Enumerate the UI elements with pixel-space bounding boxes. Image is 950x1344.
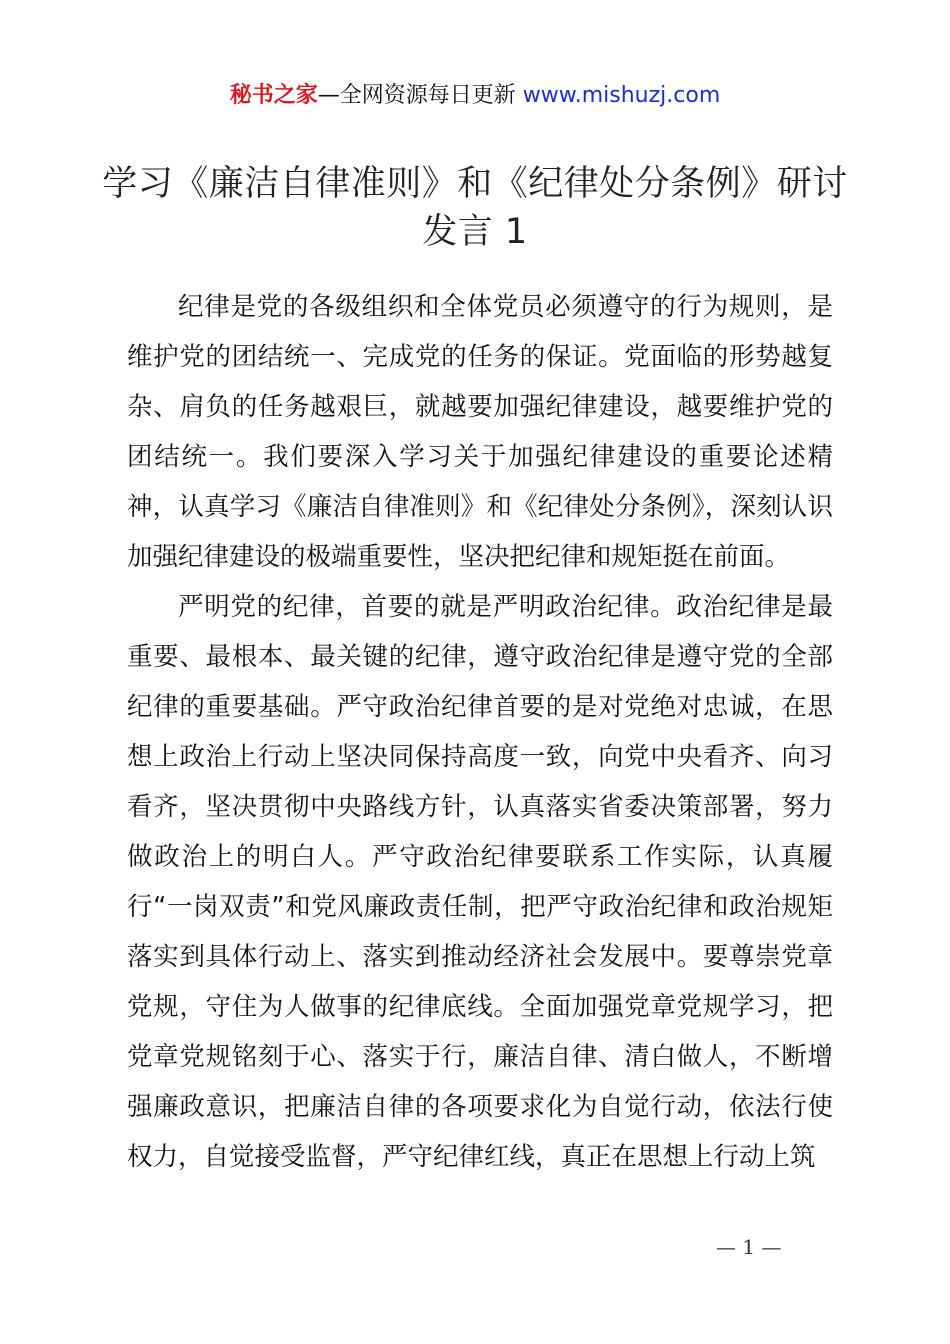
site-header <box>0 80 950 112</box>
site-brand: 秘书之家 <box>229 83 318 108</box>
paragraph: 纪律是党的各级组织和全体党员必须遵守的行为规则，是维护党的团结统一、完成党的任务的保证。党面临的形势越复杂、肩负的任务越艰巨，就越要加强纪律建设，越要维护党的团结统一。我们要深入学习关于加强纪律建设的重要论述精神，认真学习《廉洁自律准则》和《纪律处分条例》，深刻认识加强纪律建设的极端重要性，坚决把纪律和规矩挺在前面。 <box>127 292 833 572</box>
paragraph: 严明党的纪律，首要的就是严明政治纪律。政治纪律是最重要、最根本、最关键的纪律，遵守政治纪律是遵守党的全部纪律的重要基础。严守政治纪律首要的是对党绝对忠诚，在思想上政治上行动上坚决同保持高度一致，向党中央看齐、向习看齐，坚决贯彻中央路线方针，认真落实省委决策部署，努力做政治上的明白人。严守政治纪律要联系工作实际，认真履行“一岗双责”和党风廉政责任制，把严守政治纪律和政治规矩落实到具体行动上、落实到推动经济社会发展中。要尊崇党章党规，守住为人做事的纪律底线。全面加强党章党规学习，把党章党规铭刻于心、落实于行，廉洁自律、清白做人，不断增强廉政意识，把廉洁自律的各项要求化为自觉行动，依法行使权力，自觉接受监督，严守纪律红线，真正在思想上行动上筑 <box>127 592 833 1172</box>
document-body <box>127 282 833 1182</box>
site-slogan: —全网资源每日更新 <box>317 83 516 108</box>
site-url-link[interactable]: www.mishuzj.com <box>522 83 721 108</box>
document-title: 学习《廉洁自律准则》和《纪律处分条例》研讨发言 1 <box>102 164 848 252</box>
page-number: — 1 — <box>716 1235 782 1259</box>
